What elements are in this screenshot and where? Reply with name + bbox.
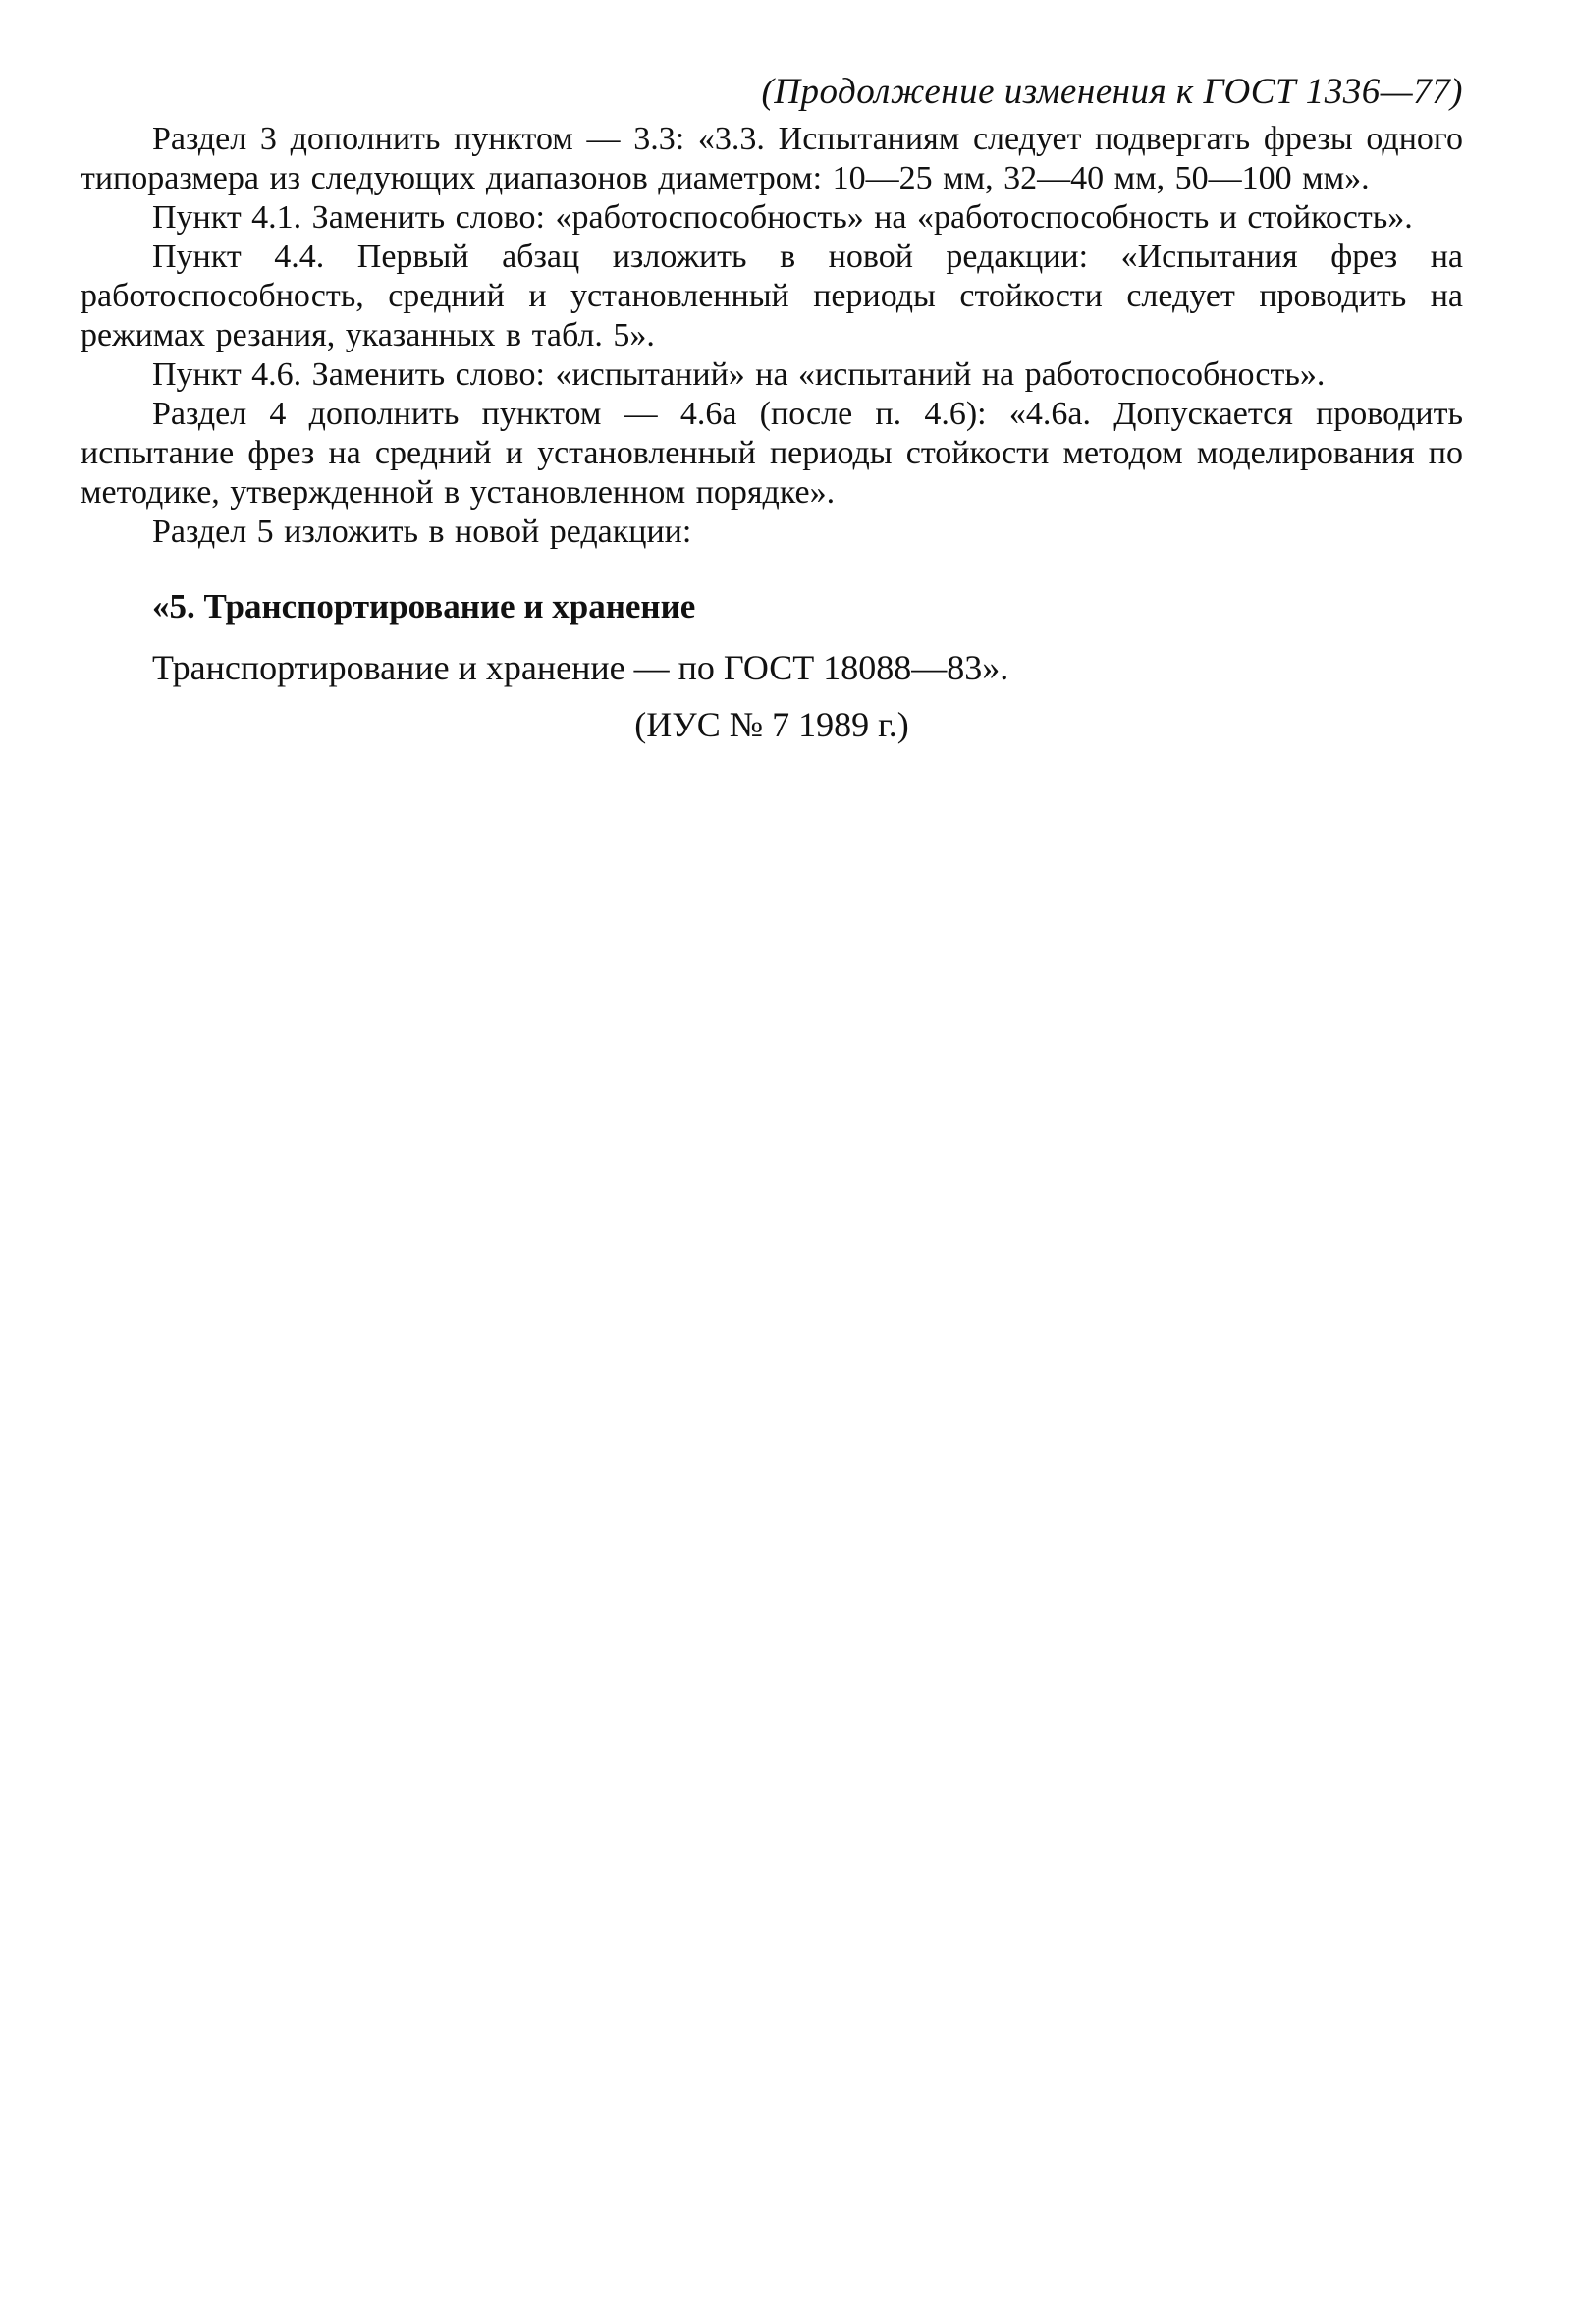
continuation-header: (Продолжение изменения к ГОСТ 1336—77) [761, 72, 1463, 112]
paragraph-section-5-intro: Раздел 5 изложить в новой редакции: [152, 513, 692, 550]
section-5-heading: «5. Транспортирование и хранение [152, 587, 696, 625]
paragraph-section-4: Раздел 4 дополнить пунктом — 4.6а (после п. 4.6): «4.6а. Допускается проводить испытание фрез на средний и установленный периоды стойкости методом моделирования по методике, утвержденной в установленном порядке». [81, 396, 1463, 511]
paragraph-section-3: Раздел 3 дополнить пунктом — 3.3: «3.3. Испытаниям следует подвергать фрезы одного типоразмера из следующих диапазонов диаметром: 10—25 мм, 32—40 мм, 50—100 мм». [81, 121, 1463, 196]
paragraph-item-4-4: Пункт 4.4. Первый абзац изложить в новой редакции: «Испытания фрез на работоспособность, средний и установленный периоды стойкости следует проводить на режимах резания, указанных в табл. 5». [81, 239, 1463, 353]
paragraph-item-4-6: Пункт 4.6. Заменить слово: «испытаний» на «испытаний на работоспособность». [152, 356, 1326, 393]
section-5-text: Транспортирование и хранение — по ГОСТ 18088—83». [152, 648, 1009, 687]
paragraph-item-4-1: Пункт 4.1. Заменить слово: «работоспособность» на «работоспособность и стойкость». [152, 199, 1413, 236]
source-reference: (ИУС № 7 1989 г.) [634, 705, 909, 744]
document-content [81, 67, 1463, 746]
